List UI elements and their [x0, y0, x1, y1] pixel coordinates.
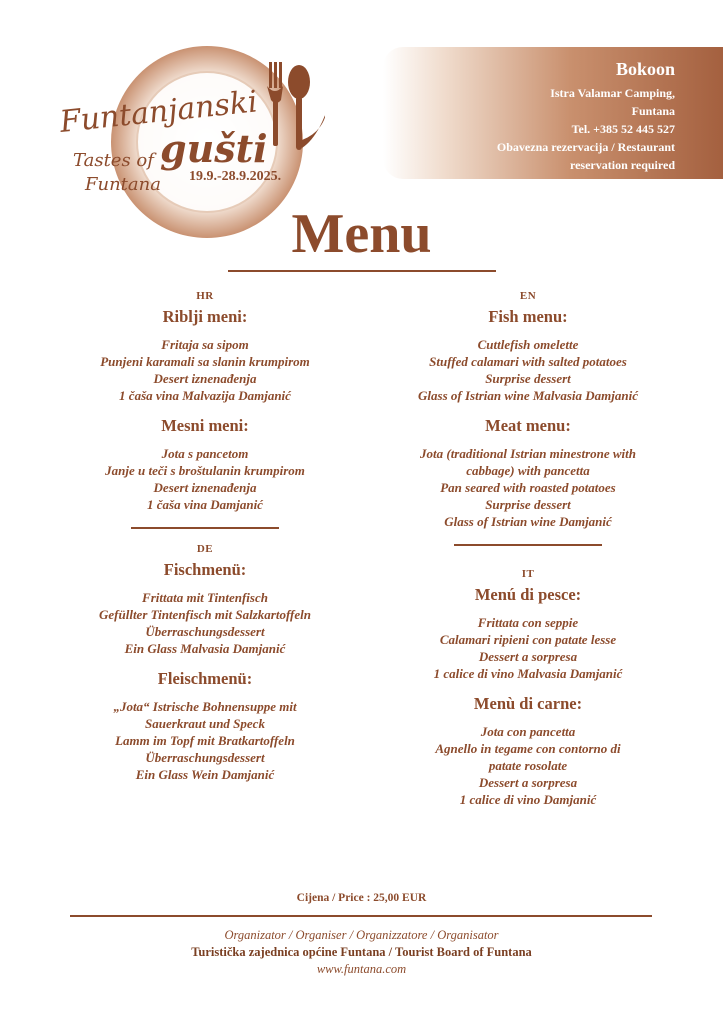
menu-item: Jota (traditional Istrian minestrone with: [420, 446, 636, 461]
menu-item: Lamm im Topf mit Bratkartoffeln: [115, 733, 295, 748]
menu-item: 1 čaša vina Damjanić: [147, 497, 263, 512]
menu-item: cabbage) with pancetta: [466, 463, 590, 478]
title-divider: [228, 270, 496, 272]
hr-meat-heading: Mesni meni:: [161, 416, 249, 435]
en-meat-heading: Meat menu:: [485, 416, 571, 435]
menu-item: Stuffed calamari with salted potatoes: [429, 354, 627, 369]
menu-item: Jota con pancetta: [480, 724, 576, 739]
menu-item: Sauerkraut und Speck: [145, 716, 265, 731]
venue-name: Bokoon: [615, 59, 675, 79]
menu-item: Frittata mit Tintenfisch: [142, 590, 268, 605]
menu-item: Agnello in tegame con contorno di: [435, 741, 621, 756]
menu-item: Jota s pancetom: [161, 446, 249, 461]
menu-item: Desert iznenađenja: [153, 371, 257, 386]
menu-item: Janje u teči s broštulanin krumpirom: [105, 463, 305, 478]
de-meat-heading: Fleischmenü:: [157, 669, 253, 688]
menu-item: Glass of Istrian wine Malvasia Damjanić: [418, 388, 638, 403]
menu-item: Cuttlefish omelette: [477, 337, 579, 352]
organizer-label: Organizator / Organiser / Organizzatore / Organisator: [224, 928, 499, 942]
logo-title-line2: gušti: [160, 126, 268, 171]
menu-item: Überraschungsdessert: [145, 750, 265, 765]
menu-item: 1 calice di vino Damjanić: [459, 792, 597, 807]
menu-item: „Jota“ Istrische Bohnensuppe mit: [113, 699, 297, 714]
logo-title-line1: Funtanjanski: [58, 84, 260, 140]
it-fish-heading: Menú di pesce:: [474, 585, 582, 604]
footer: [0, 927, 723, 978]
menu-item: Surprise dessert: [485, 371, 571, 386]
menu-item: Calamari ripieni con patate lesse: [439, 632, 617, 647]
organizer-name: Turistička zajednica općine Funtana / Tourist Board of Funtana: [191, 945, 532, 959]
column-left: [55, 290, 355, 783]
de-fish-list: [55, 589, 355, 657]
lang-label-de: DE: [196, 543, 214, 555]
venue-town: Funtana: [631, 104, 675, 118]
menu-item: Ein Glass Wein Damjanić: [135, 767, 275, 782]
hr-fish-list: [55, 336, 355, 404]
menu-item: patate rosolate: [488, 758, 568, 773]
venue-phone[interactable]: Tel. +385 52 445 527: [571, 122, 675, 136]
menu-item: Pan seared with roasted potatoes: [440, 480, 616, 495]
de-fish-heading: Fischmenü:: [163, 560, 247, 579]
menu-item: Überraschungsdessert: [145, 624, 265, 639]
footer-divider: [70, 915, 652, 917]
menu-item: Gefüllter Tintenfisch mit Salzkartoffeln: [99, 607, 311, 622]
menu-item: Dessert a sorpresa: [478, 775, 578, 790]
column-right: [378, 290, 678, 808]
venue-reservation-note-2: reservation required: [570, 158, 675, 172]
lang-label-it: IT: [521, 568, 535, 580]
menu-item: Ein Glass Malvasia Damjanić: [124, 641, 286, 656]
logo-dates: 19.9.-28.9.2025.: [189, 169, 282, 184]
hr-fish-heading: Riblji meni:: [162, 307, 248, 326]
en-fish-list: [378, 336, 678, 404]
en-meat-list: [378, 445, 678, 530]
en-fish-heading: Fish menu:: [488, 307, 568, 326]
de-meat-list: [55, 698, 355, 783]
menu-item: Punjeni karamali sa slanin krumpirom: [100, 354, 310, 369]
it-meat-heading: Menù di carne:: [473, 694, 583, 713]
it-fish-list: [378, 614, 678, 682]
menu-item: Desert iznenađenja: [153, 480, 257, 495]
venue-reservation-note: Obavezna rezervacija / Restaurant: [496, 140, 675, 154]
page-title: Menu: [291, 203, 432, 265]
logo-subtitle-line1: Tastes of: [73, 150, 154, 171]
menu-item: Surprise dessert: [485, 497, 571, 512]
venue-info-box: [383, 47, 723, 179]
website-link[interactable]: www.funtana.com: [316, 962, 407, 976]
it-meat-list: [378, 723, 678, 808]
lang-label-en: EN: [519, 290, 537, 302]
logo-subtitle-line2: Funtana: [85, 174, 161, 195]
lang-label-hr: HR: [196, 290, 214, 302]
hr-meat-list: [55, 445, 355, 513]
menu-item: Glass of Istrian wine Damjanić: [444, 514, 612, 529]
menu-item: 1 calice di vino Malvasia Damjanić: [433, 666, 623, 681]
menu-item: Dessert a sorpresa: [478, 649, 578, 664]
menu-item: 1 čaša vina Malvazija Damjanić: [119, 388, 291, 403]
menu-item: Fritaja sa sipom: [161, 337, 249, 352]
menu-item: Frittata con seppie: [477, 615, 579, 630]
venue-address: Istra Valamar Camping,: [550, 86, 675, 100]
price-label: Cijena / Price : 25,00 EUR: [296, 892, 427, 904]
